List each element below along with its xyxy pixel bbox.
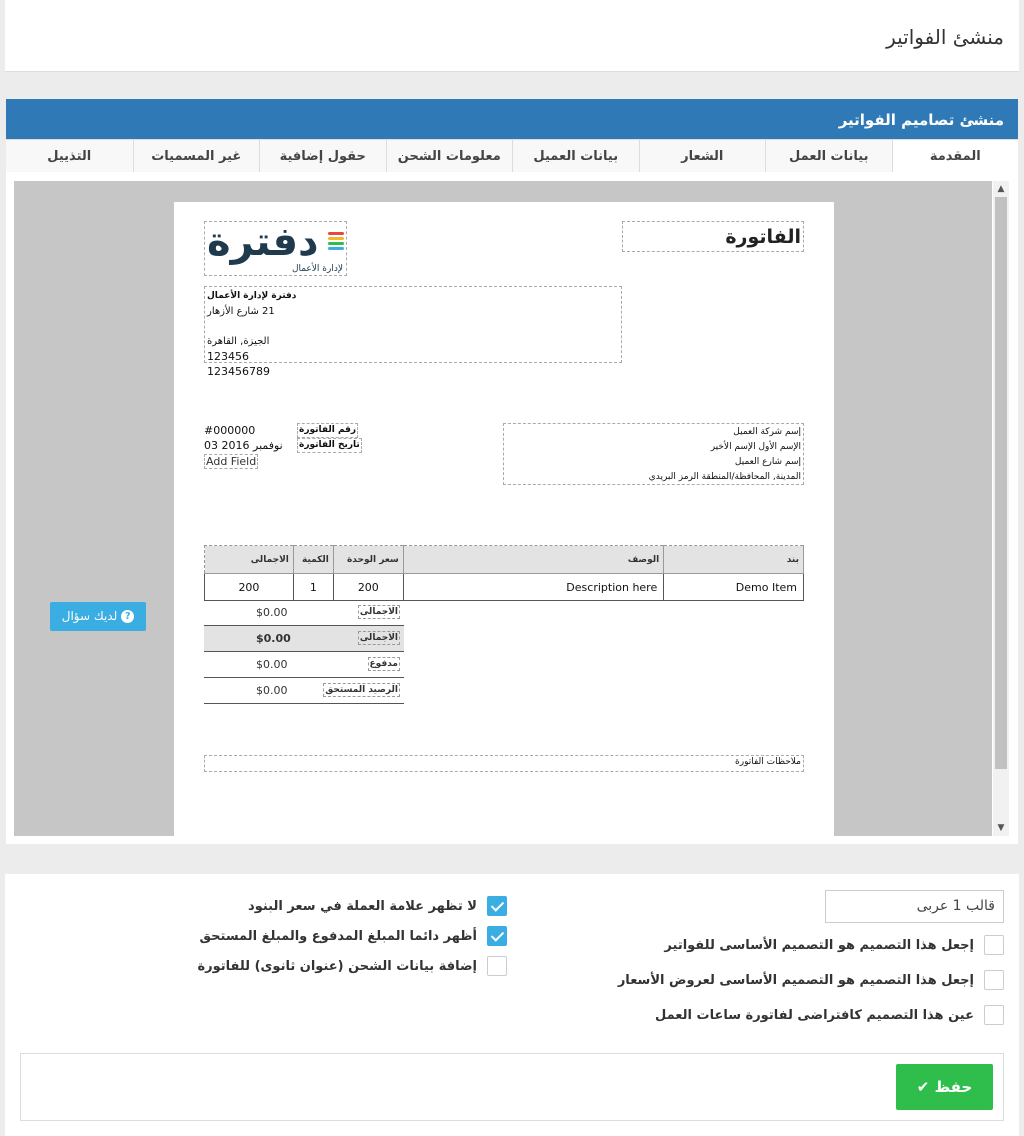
tab-business-info[interactable]: بيانات العمل (765, 139, 892, 173)
total-label[interactable]: الاجمالى (359, 633, 398, 643)
invoice-title[interactable]: الفاتورة (622, 221, 804, 252)
tab-extra-fields[interactable]: حقول إضافية (259, 139, 386, 173)
tab-shipping-info[interactable]: معلومات الشحن (386, 139, 513, 173)
scroll-up-icon[interactable]: ▲ (997, 184, 1005, 194)
checkbox-add-shipping[interactable] (487, 956, 507, 976)
tab-footer[interactable]: التذييل (6, 139, 133, 173)
company-blank-line (207, 319, 619, 334)
balance-label[interactable]: الرصيد المستحق (325, 685, 398, 695)
invoice-date: 03 نوفمبر 2016 (204, 439, 283, 452)
row-description: Description here (403, 574, 663, 601)
option-default-invoices[interactable] (664, 934, 1004, 956)
option-default-timesheet[interactable] (655, 1004, 1004, 1026)
row-total: 200 (205, 574, 294, 601)
totals-row-total (204, 626, 404, 652)
company-city: الجيزة, القاهرة (207, 336, 270, 347)
option-default-timesheet-label: عين هذا التصميم كافتراضى لفاتورة ساعات العمل (654, 1007, 974, 1023)
row-qty: 1 (293, 574, 333, 601)
client-company: إسم شركة العميل (733, 427, 801, 437)
header-item[interactable]: بند (664, 546, 804, 574)
company-info-block[interactable] (204, 286, 622, 378)
invoice-meta (204, 423, 364, 453)
paid-label[interactable]: مدفوع (369, 659, 398, 669)
totals-row-paid (204, 652, 404, 678)
company-street: 21 شارع الأزهار (207, 306, 275, 317)
client-name: الإسم الأول الإسم الأخير (710, 442, 801, 452)
header-total[interactable]: الاجمالى (205, 546, 294, 574)
company-name: دفترة لإدارة الأعمال (207, 291, 297, 301)
subtotal-label[interactable]: الاجمالى (359, 607, 398, 617)
logo-stripes-icon (328, 232, 344, 252)
header-qty[interactable]: الكمية (293, 546, 333, 574)
save-area (20, 1053, 1004, 1121)
check-icon: ✔ (916, 1078, 930, 1096)
help-label: لديك سؤال (61, 609, 118, 623)
logo-wordmark: دفترة (207, 219, 319, 265)
option-add-shipping[interactable] (197, 955, 507, 977)
top-bar (5, 0, 1019, 72)
items-table (204, 545, 804, 601)
option-default-estimates[interactable] (618, 969, 1004, 991)
question-circle-icon: ? (121, 610, 134, 623)
header-unit-price[interactable]: سعر الوحدة (333, 546, 403, 574)
client-city: المدينة, المحافظة/المنطقة الرمز البريدي (648, 472, 801, 482)
save-label: حفظ (934, 1078, 973, 1096)
option-show-paid-due[interactable] (199, 925, 507, 947)
balance-value: $0.00 (256, 684, 288, 697)
option-show-paid-due-label: أظهر دائما المبلغ المدفوع والمبلغ المستحق (199, 928, 477, 944)
total-value: $0.00 (256, 632, 291, 645)
items-header-row (205, 546, 804, 574)
save-button[interactable] (896, 1064, 993, 1110)
totals-row-balance (204, 678, 404, 704)
tab-intro[interactable]: المقدمة (892, 139, 1019, 173)
subtotal-value: $0.00 (256, 606, 288, 619)
table-row (205, 574, 804, 601)
add-field-button[interactable]: Add Field (206, 455, 257, 468)
tab-client-info[interactable]: بيانات العميل (512, 139, 639, 173)
preview-scrollbar[interactable] (993, 181, 1009, 836)
checkbox-show-paid-due[interactable] (487, 926, 507, 946)
checkbox-hide-currency[interactable] (487, 896, 507, 916)
totals-row-subtotal (204, 600, 404, 626)
tab-logo[interactable]: الشعار (639, 139, 766, 173)
invoice-notes[interactable]: ملاحظات الفاتورة (204, 755, 804, 772)
meta-row-number (204, 423, 364, 438)
company-logo[interactable] (204, 221, 347, 276)
scroll-down-icon[interactable]: ▼ (997, 823, 1005, 833)
panel-header (6, 99, 1018, 139)
template-name-input[interactable]: قالب 1 عربى (825, 890, 1004, 923)
help-button[interactable] (50, 602, 146, 631)
scroll-thumb[interactable] (995, 197, 1007, 769)
company-phone: 123456789 (207, 365, 270, 378)
row-unit-price: 200 (333, 574, 403, 601)
paid-value: $0.00 (256, 658, 288, 671)
panel-title: منشئ تصاميم الفواتير (838, 111, 1004, 129)
meta-row-date (204, 438, 364, 453)
client-street: إسم شارع العميل (734, 457, 801, 467)
header-description[interactable]: الوصف (403, 546, 663, 574)
client-info-block[interactable] (503, 423, 804, 485)
option-add-shipping-label: إضافة بيانات الشحن (عنوان ثانوى) للفاتورة (197, 958, 477, 974)
option-hide-currency[interactable] (248, 895, 507, 917)
option-hide-currency-label: لا تظهر علامة العملة في سعر البنود (248, 898, 477, 914)
page-title: منشئ الفواتير (886, 25, 1004, 49)
tab-rename-labels[interactable]: غير المسميات (133, 139, 260, 173)
checkbox-default-timesheet[interactable] (984, 1005, 1004, 1025)
checkbox-default-invoices[interactable] (984, 935, 1004, 955)
tab-bar (6, 139, 1018, 173)
invoice-number: #000000 (204, 424, 256, 437)
option-default-invoices-label: إجعل هذا التصميم هو التصميم الأساسى للفواتير (664, 937, 974, 953)
invoice-date-label[interactable]: تاريخ الفاتورة (297, 438, 362, 453)
row-item: Demo Item (664, 574, 804, 601)
checkbox-default-estimates[interactable] (984, 970, 1004, 990)
totals-block (204, 600, 404, 704)
company-postal: 123456 (207, 350, 249, 363)
invoice-number-label[interactable]: رقم الفاتورة (297, 423, 358, 438)
option-default-estimates-label: إجعل هذا التصميم هو التصميم الأساسى لعروض الأسعار (617, 972, 974, 988)
logo-subtitle: لإدارة الأعمال (291, 264, 343, 274)
